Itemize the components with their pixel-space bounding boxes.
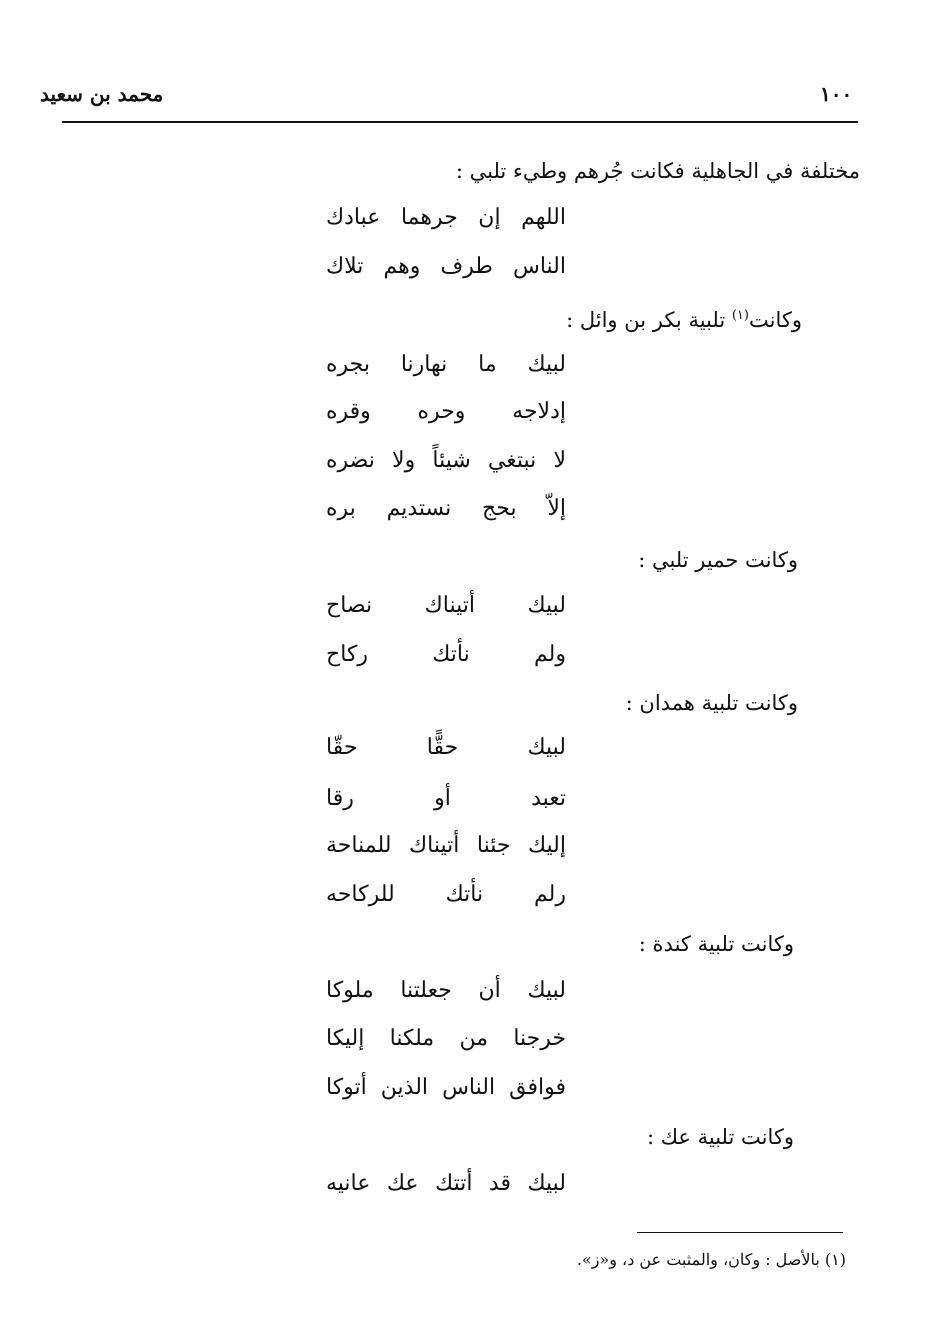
verse-line: خرجنا من ملكنا إليكا <box>326 1026 566 1051</box>
verse-line: لبيك أتيناك نصاح <box>326 593 566 618</box>
verse-line: تعبد أو رقا <box>326 786 566 811</box>
verse-line: الناس طرف وهم تلاك <box>326 254 566 279</box>
bakr-heading-post: تلبية بكر بن وائل : <box>566 308 732 332</box>
verse-line: رلم نأتك للركاحه <box>326 882 566 907</box>
verse-line: اللهم إن جرهما عبادك <box>326 205 566 230</box>
verse-line: لبيك قد أتتك عك عانيه <box>326 1171 566 1196</box>
bakr-heading <box>566 301 802 335</box>
intro-line: مختلفة في الجاهلية فكانت جُرهم وطيء تلبي : <box>455 159 860 183</box>
bakr-heading-pre: وكانت <box>748 308 802 332</box>
verse-line: إدلاجه وحره وقره <box>326 399 566 424</box>
hamdan-heading: وكانت تلبية همدان : <box>625 691 798 715</box>
page-number: ١٠٠ <box>820 82 853 106</box>
running-header-author: محمد بن سعيد <box>40 82 164 106</box>
himyar-heading: وكانت حمير تلبي : <box>638 548 798 572</box>
header-rule <box>62 121 858 123</box>
verse-line: إلاّ بحج نستديم بره <box>326 496 566 521</box>
footnote: (١) بالأصل : وكان، والمثبت عن د، و«ز». <box>576 1250 846 1269</box>
verse-line: لبيك حقًّا حقّا <box>326 735 566 760</box>
verse-line: لبيك أن جعلتنا ملوكا <box>326 978 566 1003</box>
verse-line: لا نبتغي شيئاً ولا نضره <box>326 448 566 473</box>
footnote-marker: (١) <box>731 308 749 323</box>
verse-line: فوافق الناس الذين أتوكا <box>326 1075 566 1100</box>
verse-line: لبيك ما نهارنا بجره <box>326 352 566 377</box>
kinda-heading: وكانت تلبية كندة : <box>638 932 794 956</box>
verse-line: إليك جئنا أتيناك للمناحة <box>326 833 566 858</box>
akk-heading: وكانت تلبية عك : <box>646 1125 794 1149</box>
verse-line: ولم نأتك ركاح <box>326 642 566 667</box>
footnote-rule <box>637 1232 843 1233</box>
